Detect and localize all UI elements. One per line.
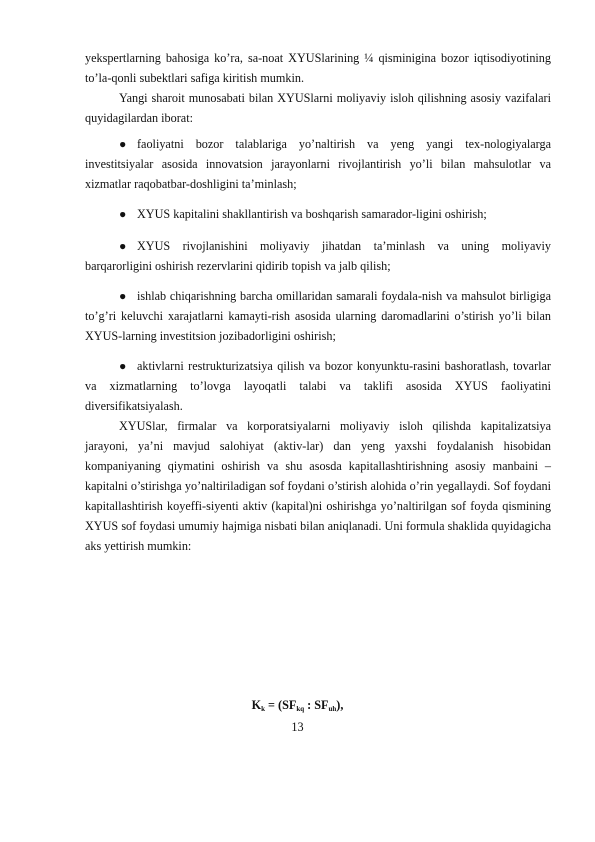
formula-colon: : SF — [304, 698, 329, 712]
bullet-item-4 — [85, 286, 551, 346]
formula-k-sub: k — [261, 705, 265, 713]
bullet-item-1 — [85, 134, 551, 194]
bullet-text-2: XYUS kapitalini shakllantirish va boshqarish samarador-ligini oshirish; — [137, 207, 487, 221]
formula — [0, 695, 595, 719]
formula-uh-sub: uh — [328, 705, 337, 713]
formula-end: ), — [336, 698, 344, 712]
paragraph-intro: yekspertlarning bahosiga ko’ra, sa-noat XYUSlarining ¼ qisminigina bozor iqtisodiyotining to’la-qonli subektlari safiga kiritish mumkin. — [85, 51, 551, 85]
bullet-text-1: faoliyatni bozor talablariga yo’naltirish va yeng yangi tex-nologiyalarga investitsiyalar asosida innovatsion jarayonlarni rivojlantirish yo’li bilan mahsulotlar va xizmatlar raqobatbar-doshligini ta’minlash; — [85, 137, 551, 191]
bullet-text-3: XYUS rivojlanishini moliyaviy jihatdan ta’minlash va uning moliyaviy barqarorligini oshirish rezervlarini qidirib topish va jalb qilish; — [85, 239, 551, 273]
bullet-item-3 — [85, 236, 551, 276]
bullet-icon: ● — [119, 239, 127, 253]
bullet-text-5: aktivlarni restrukturizatsiya qilish va bozor konyunktu-rasini bashoratlash, tovarlar va xizmatlarning to’lovga layoqatli talabi va taklifi asosida XYUS faoliyatini diversifikatsiyalash. — [85, 359, 551, 413]
document-body — [85, 48, 551, 556]
bullet-item-5 — [85, 356, 551, 416]
formula-kq-sub: kq — [296, 705, 305, 713]
bullet-icon: ● — [119, 137, 127, 151]
bullet-icon: ● — [119, 359, 127, 373]
paragraph-capitalization: XYUSlar, firmalar va korporatsiyalarni moliyaviy isloh qilishda kapitalizatsiya jarayoni, ya’ni mavjud salohiyat (aktiv-lar) dan yeng yaxshi foydalanish hisobidan kompaniyaning qiymatini oshirish va shu asosda kapitallashtirishning asosiy manbaini – kapitalni o’stirishga yo’naltiriladigan sof foydani o’stirish alohida o’rin yegallaydi. Sof foydani kapitallashtirish koyeffi-siyenti aktiv (kapital)ni oshirishga yo’naltirilgan sof foyda qismining XYUS sof foydasi umumiy hajmiga nisbati bilan aniqlanadi. Uni formula shaklida quyidagicha aks yettirish mumkin: — [85, 419, 551, 553]
bullet-icon: ● — [119, 289, 127, 303]
page-number: 13 — [291, 720, 304, 734]
bullet-text-4: ishlab chiqarishning barcha omillaridan samarali foydala-nish va mahsulot birligiga to’g’ri keluvchi xarajatlarni kamayti-rish asosida ularning daromadlarini o’stirish yo’li bilan XYUS-larning investitsion jozibadorligini oshirish; — [85, 289, 551, 343]
bullet-icon: ● — [119, 207, 127, 221]
formula-k: K — [251, 698, 262, 712]
bullet-item-2 — [85, 204, 551, 224]
paragraph-tasks-heading: Yangi sharoit munosabati bilan XYUSlarni moliyaviy isloh qilishning asosiy vazifalari quyidagilardan iborat: — [85, 91, 551, 125]
formula-middle: = (SF — [264, 698, 297, 712]
